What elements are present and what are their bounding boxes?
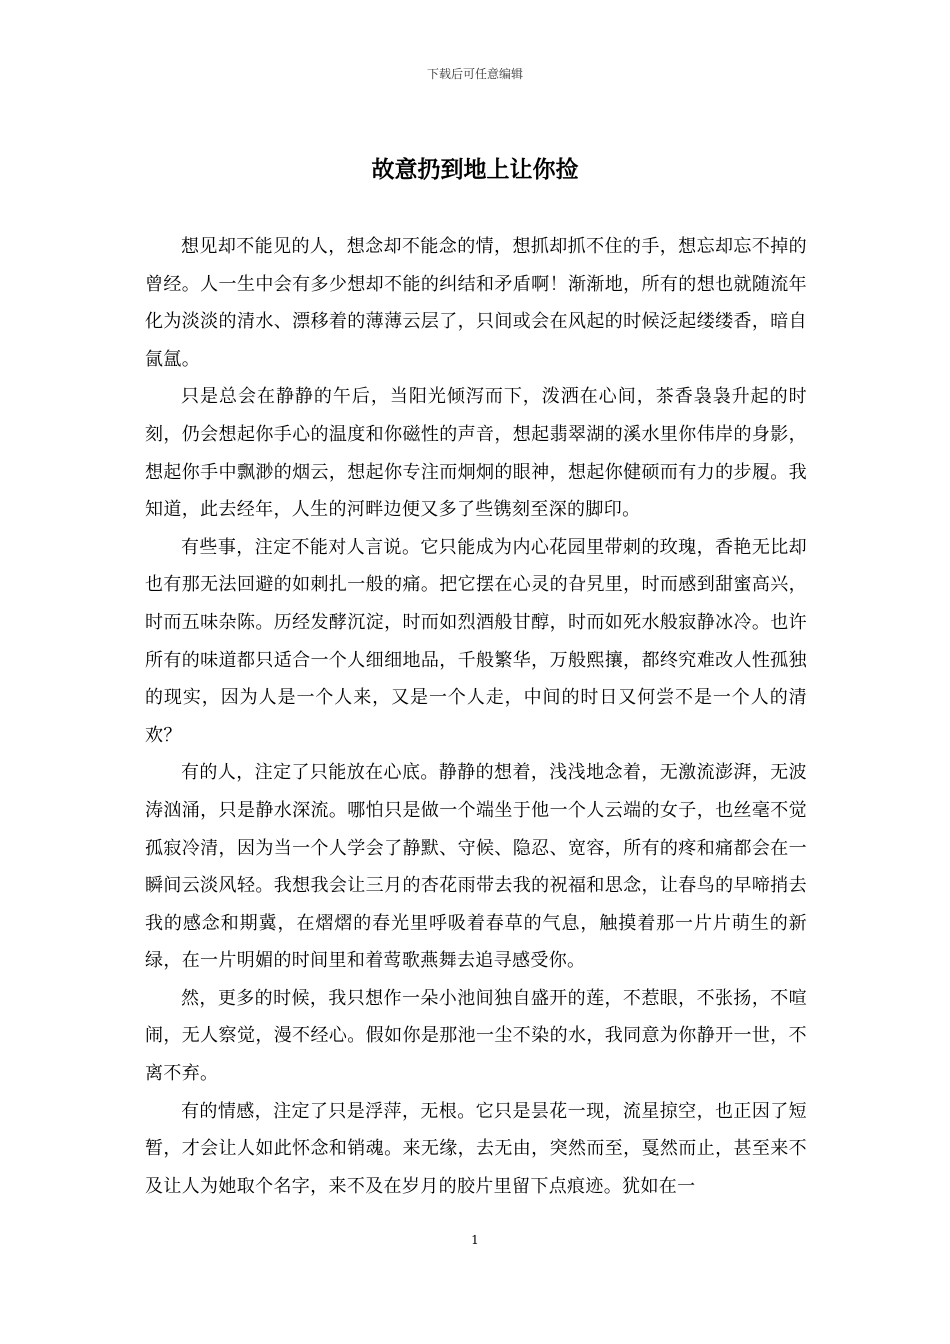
document-body	[145, 228, 807, 1205]
page-header: 下载后可任意编辑	[426, 67, 523, 81]
paragraph-6: 有的情感，注定了只是浮萍，无根。它只是昙花一现，流星掠空，也正因了短暂，才会让人如此怀念和销魂。来无缘，去无由，突然而至，戛然而止，甚至来不及让人为她取个名字，来不及在岁月的胶片里留下点痕迹。犹如在一	[145, 1100, 807, 1197]
paragraph-2: 只是总会在静静的午后，当阳光倾泻而下，泼洒在心间，茶香袅袅升起的时刻，仍会想起你手心的温度和你磁性的声音，想起翡翠湖的溪水里你伟岸的身影，想起你手中飘渺的烟云，想起你专注而炯炯的眼神，想起你健硕而有力的步履。我知道，此去经年，人生的河畔边便又多了些镌刻至深的脚印。	[145, 386, 807, 521]
paragraph-3: 有些事，注定不能对人言说。它只能成为内心花园里带刺的玫瑰，香艳无比却也有那无法回避的如刺扎一般的痛。把它摆在心灵的旮旯里，时而感到甜蜜高兴，时而五味杂陈。历经发酵沉淀，时而如烈酒般甘醇，时而如死水般寂静冰冷。也许所有的味道都只适合一个人细细地品，千般繁华，万般熙攘，都终究难改人性孤独的现实，因为人是一个人来，又是一个人走，中间的时日又何尝不是一个人的清欢？	[145, 536, 807, 746]
paragraph-1: 想见却不能见的人，想念却不能念的情，想抓却抓不住的手，想忘却忘不掉的曾经。人一生中会有多少想却不能的纠结和矛盾啊！渐渐地，所有的想也就随流年化为淡淡的清水、漂移着的薄薄云层了，只间或会在风起的时候泛起缕缕香，暗自氤氲。	[145, 236, 807, 370]
paragraph-5: 然，更多的时候，我只想作一朵小池间独自盛开的莲，不惹眼，不张扬，不喧闹，无人察觉，漫不经心。假如你是那池一尘不染的水，我同意为你静开一世，不离不弃。	[145, 987, 807, 1085]
paragraph-4: 有的人，注定了只能放在心底。静静的想着，浅浅地念着，无激流澎湃，无波涛汹涌，只是静水深流。哪怕只是做一个端坐于他一个人云端的女子，也丝毫不觉孤寂冷清，因为当一个人学会了静默、守候、隐忍、宽容，所有的疼和痛都会在一瞬间云淡风轻。我想我会让三月的杏花雨带去我的祝福和思念，让春鸟的早啼捎去我的感念和期冀，在熠熠的春光里呼吸着春草的气息，触摸着那一片片萌生的新绿，在一片明媚的时间里和着莺歌燕舞去追寻感受你。	[145, 762, 807, 972]
document-title: 故意扔到地上让你捡	[371, 156, 579, 183]
page-number: 1	[471, 1233, 479, 1247]
